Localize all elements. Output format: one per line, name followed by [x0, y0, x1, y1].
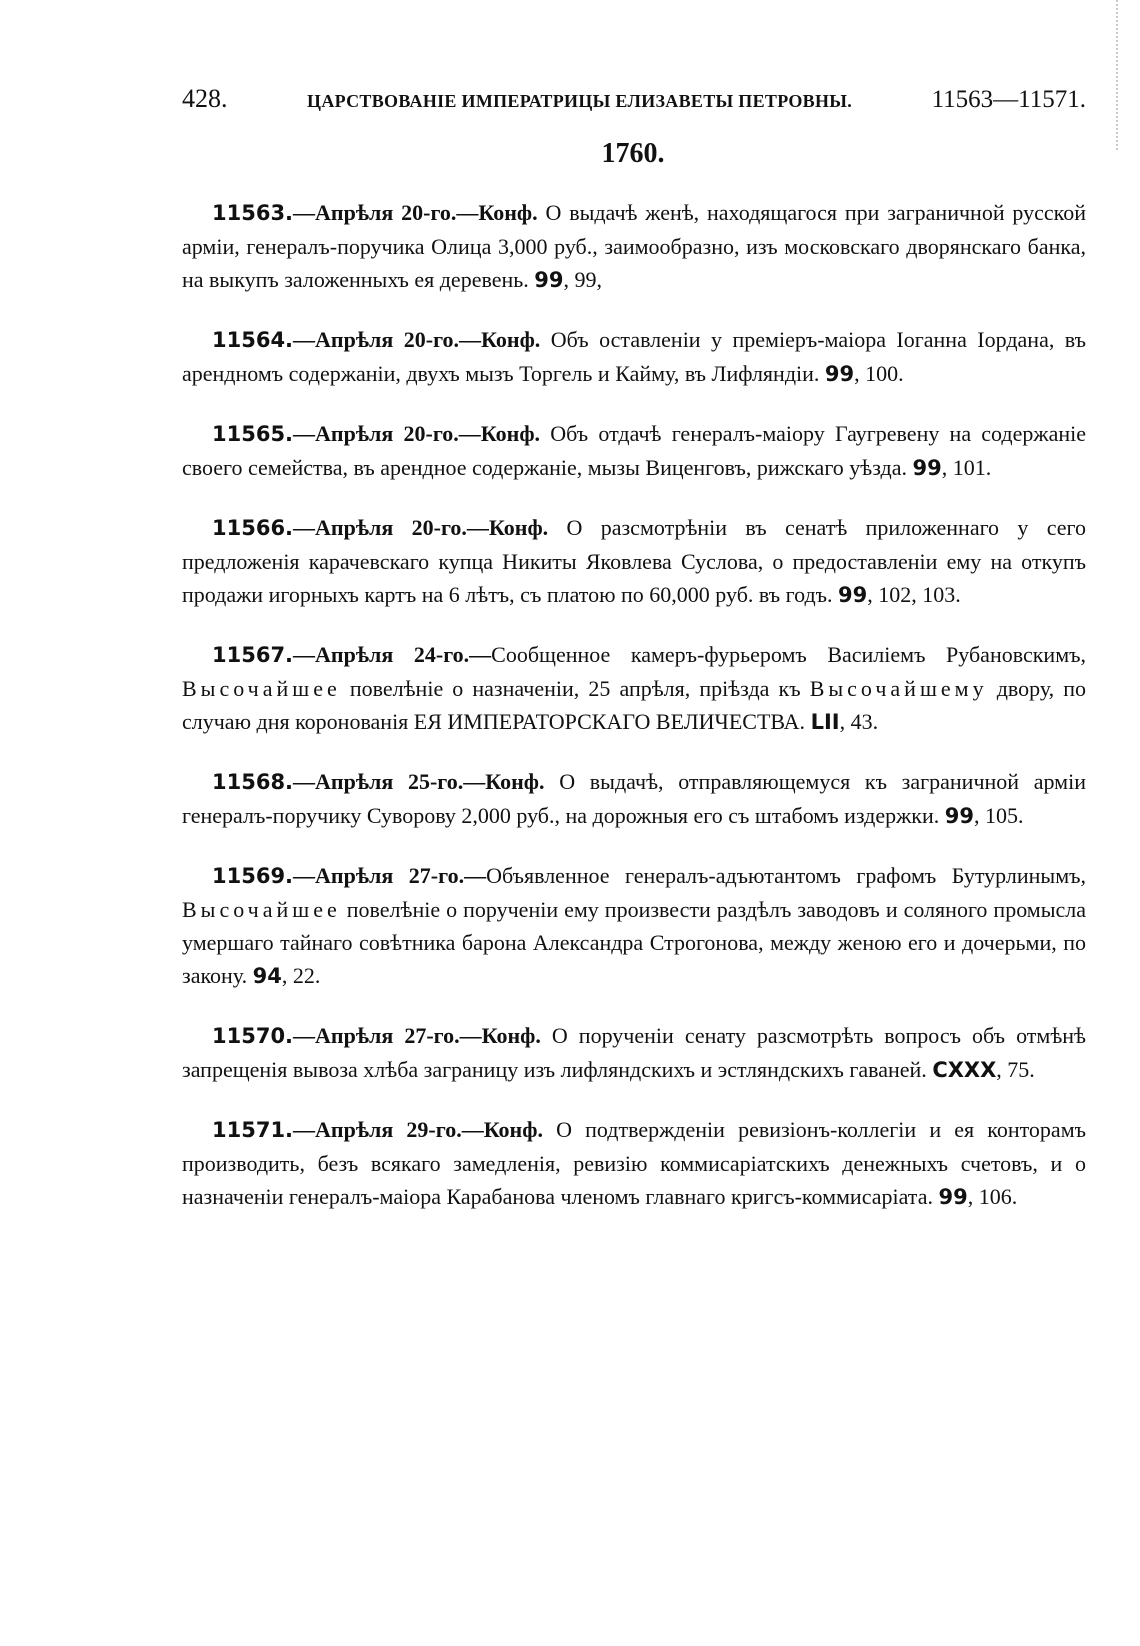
entry-number: 11564. — [212, 328, 294, 352]
entry-date: —Апрѣля 20-го.— — [293, 515, 489, 540]
entry-11566 — [182, 511, 1086, 612]
page-header — [182, 84, 1086, 120]
entries-list — [182, 196, 1086, 1240]
entry-date: —Апрѣля 24-го.— — [293, 642, 492, 667]
reference-page: , 105. — [974, 803, 1024, 828]
reference-page: , 99, — [563, 267, 603, 292]
entry-text: повелѣніе о назначеніи, 25 апрѣля, пріѣзда къ — [340, 676, 810, 701]
entry-text: О порученіи сенату разсмотрѣть вопросъ объ отмѣнѣ запрещенія вывоза хлѣба заграницу изъ лифляндскихъ и эстляндскихъ гаваней. — [182, 1023, 1086, 1082]
entry-11563 — [182, 196, 1086, 297]
entry-number: 11570. — [212, 1024, 294, 1048]
entry-text: Сообщенное камеръ-фурьеромъ Василіемъ Рубановскимъ, — [491, 642, 1086, 667]
entry-number: 11565. — [212, 422, 294, 446]
page-number: 428. — [182, 84, 228, 113]
entry-11568 — [182, 765, 1086, 833]
entry-number: 11563. — [212, 201, 294, 225]
entry-text: О выдачѣ, отправляющемуся къ заграничной арміи генералъ-поручику Суворову 2,000 руб., на дорожныя его съ штабомъ издержки. — [182, 769, 1086, 828]
reference-volume: 94 — [252, 964, 282, 988]
emphasized-word: Высочайшему — [809, 676, 988, 701]
reference-page: , 102, 103. — [867, 582, 961, 607]
entry-date: —Апрѣля 27-го.— — [293, 863, 487, 888]
entry-text: Объявленное генералъ-адъютантомъ графомъ Бутурлинымъ, — [486, 863, 1086, 888]
entry-11567 — [182, 638, 1086, 739]
entry-11571 — [182, 1113, 1086, 1214]
entry-source: Конф. — [483, 1117, 543, 1142]
entry-number: 11567. — [212, 643, 294, 667]
page-edge-rule — [1116, 0, 1118, 150]
entry-source: Конф. — [478, 200, 538, 225]
reference-page: , 100. — [854, 361, 904, 386]
entry-date: —Апрѣля 29-го.— — [293, 1117, 484, 1142]
entry-date: —Апрѣля 20-го.— — [293, 327, 482, 352]
entry-date: —Апрѣля 25-го.— — [293, 769, 486, 794]
entry-text: повелѣніе о порученіи ему произвести раздѣлъ заводовъ и соляного промысла умершаго тайнаго совѣтника барона Александра Строгонова, между женою его и дочерьми, по закону. — [182, 897, 1086, 988]
entry-text: О подтвержденіи ревизіонъ-коллегіи и ея конторамъ производить, безъ всякаго замедленія, ревизію коммисаріатскихъ денежныхъ счетовъ, и о назначеніи генералъ-маіора Карабанова членомъ главнаго кригсъ-коммисаріата. — [182, 1117, 1086, 1209]
entry-11569 — [182, 859, 1086, 993]
entry-text: Объ оставленіи у преміеръ-маіора Іоганна Іордана, въ арендномъ содержаніи, двухъ мызъ Торгель и Кайму, въ Лифляндіи. — [182, 327, 1087, 386]
entry-11565 — [182, 417, 1086, 485]
entry-source: Конф. — [485, 769, 545, 794]
entry-text: О выдачѣ женѣ, находящагося при заграничной русской арміи, генералъ-поручика Олица 3,000 руб., заимообразно, изъ московскаго дворянскаго банка, на выкупъ заложенныхъ ея деревень. — [182, 200, 1086, 292]
entry-text: Объ отдачѣ генералъ-маіору Гаугревену на содержаніе своего семейства, въ арендное содержаніе, мызы Виценговъ, рижскаго уѣзда. — [182, 421, 1087, 480]
reference-volume: 99 — [838, 583, 868, 607]
entry-source: Конф. — [480, 421, 541, 446]
reference-volume: 99 — [912, 456, 942, 480]
running-title: ЦАРСТВОВАНІЕ ИМПЕРАТРИЦЫ ЕЛИЗАВЕТЫ ПЕТРОВНЫ. — [307, 91, 853, 111]
year-heading: 1760. — [601, 138, 665, 169]
entry-source: Конф. — [481, 327, 541, 352]
entry-number: 11568. — [212, 770, 294, 794]
entry-number: 11569. — [212, 864, 294, 888]
entry-text: О разсмотрѣніи въ сенатѣ приложеннаго у сего предложенія карачевскаго купца Никиты Яковлева Суслова, о предоставленіи ему на откупъ продажи игорныхъ картъ на 6 лѣтъ, съ платою по 60,000 руб. въ годъ. — [182, 515, 1087, 607]
entry-date: —Апрѣля 20-го.— — [293, 421, 481, 446]
entry-range: 11563—11571. — [931, 86, 1086, 113]
reference-volume: LII — [810, 710, 840, 734]
reference-page: , 43. — [839, 709, 879, 734]
entry-source: Конф. — [481, 1023, 541, 1048]
entry-date: —Апрѣля 27-го.— — [293, 1023, 482, 1048]
reference-volume: CXXX — [932, 1058, 997, 1082]
reference-volume: 99 — [534, 268, 564, 292]
reference-page: , 101. — [941, 455, 992, 480]
entry-text: двору, по случаю дня коронованія ЕЯ ИМПЕРАТОРСКАГО ВЕЛИЧЕСТВА. — [182, 676, 1086, 734]
entry-number: 11571. — [212, 1118, 294, 1142]
reference-volume: 99 — [938, 1185, 968, 1209]
emphasized-word: Высочайшее — [182, 676, 341, 701]
reference-volume: 99 — [824, 362, 855, 386]
entry-date: —Апрѣля 20-го.— — [293, 200, 479, 225]
entry-11570 — [182, 1019, 1086, 1087]
reference-page: , 22. — [281, 963, 321, 988]
reference-page: , 106. — [967, 1184, 1018, 1209]
entry-11564 — [182, 323, 1086, 391]
reference-page: , 75. — [996, 1057, 1035, 1082]
entry-number: 11566. — [212, 516, 294, 540]
emphasized-word: Высочайшее — [182, 897, 341, 922]
reference-volume: 99 — [944, 804, 975, 828]
entry-source: Конф. — [488, 515, 549, 540]
